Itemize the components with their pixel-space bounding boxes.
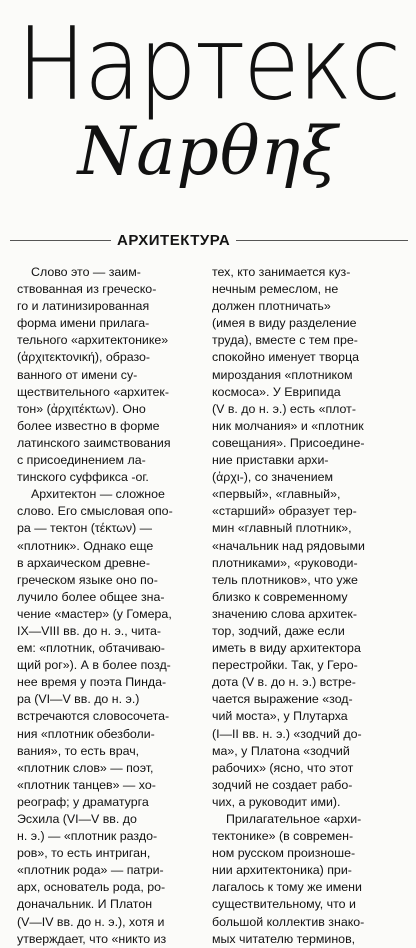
article-line: более известно в форме xyxy=(17,418,160,433)
article-line: (V в. до н. э.) есть «плот- xyxy=(212,401,356,416)
article-line: встречаются словосочета- xyxy=(17,709,170,724)
article-line: существительному, что и xyxy=(212,897,356,912)
masthead-title: Нартекс xyxy=(16,5,400,123)
article-line: близко к современному xyxy=(212,589,348,604)
article-line: в архаическом древне- xyxy=(17,555,150,570)
article-line: «первый», «главный», xyxy=(212,487,341,502)
article-column-left xyxy=(17,264,210,948)
article-line: латинского заимствования xyxy=(17,435,171,450)
article-line: Архитектон — сложное xyxy=(31,487,165,502)
article-line: мых читателю терминов, xyxy=(212,931,356,946)
article-line: чий моста», у Плутарха xyxy=(212,709,348,724)
article-line: должен плотничать» xyxy=(212,299,331,314)
article-line: доначальник. И Платон xyxy=(17,897,153,912)
article-line: греческом языке оно по- xyxy=(17,572,158,587)
article-line: нее время у поэта Пинда- xyxy=(17,675,167,690)
section-rubric: АРХИТЕКТУРА xyxy=(111,228,236,254)
article-line: нечным ремеслом, не xyxy=(212,282,339,297)
article-line: го и латинизированная xyxy=(17,299,150,314)
article-line: (V—IV вв. до н. э.), хотя и xyxy=(17,914,165,929)
article-line: «плотник танцев» — хо- xyxy=(17,777,156,792)
article-line: дота (V в. до н. э.) встре- xyxy=(212,675,356,690)
article-line: IX—VIII вв. до н. э., чита- xyxy=(17,623,162,638)
article-line: нии архитектоника) при- xyxy=(212,863,352,878)
article-line: лагалось к тому же имени xyxy=(212,880,362,895)
article-line: тектонике» (в современ- xyxy=(212,829,354,844)
masthead xyxy=(0,0,416,215)
article-line: тор, зодчий, даже если xyxy=(212,623,345,638)
article-line: перестройки. Так, у Геро- xyxy=(212,658,358,673)
article-line: ра — тектон (τέκτων) — xyxy=(17,521,153,536)
article-line: «старший» образует тер- xyxy=(212,504,357,519)
article-line: спокойно именует творца xyxy=(212,350,360,365)
article-line: тинского суффикса -ог. xyxy=(17,470,149,485)
article-line: н. э.) — «плотник раздо- xyxy=(17,829,158,844)
section-header xyxy=(10,228,408,254)
article-line: космоса». У Еврипида xyxy=(212,384,341,399)
article-line: (I—II вв. н. э.) «зодчий до- xyxy=(212,726,362,741)
article-line: (имея в виду разделение xyxy=(212,316,357,331)
article-line: иметь в виду архитектора xyxy=(212,641,361,656)
article-line: вания», то есть врач, xyxy=(17,743,140,758)
article-line: арх, основатель рода, ро- xyxy=(17,880,166,895)
article-line: щий рог»). А в более позд- xyxy=(17,658,171,673)
article-line: «плотник рода» — патри- xyxy=(17,863,164,878)
article-line: зодчий не создает рабо- xyxy=(212,777,353,792)
article-column-right xyxy=(212,264,408,948)
article-line: (ἀρχι-), со значением xyxy=(212,470,334,485)
article-line: «плотник слов» — поэт, xyxy=(17,760,154,775)
article-line: реограф; у драматурга xyxy=(17,794,149,809)
article-line: с присоединением ла- xyxy=(17,453,146,468)
article-line: тельного «архитектонике» xyxy=(17,333,169,348)
article-line: слово. Его смысловая опо- xyxy=(17,504,173,519)
article-line: ние приставки архи- xyxy=(212,453,329,468)
article-line: мироздания «плотником xyxy=(212,367,353,382)
article-line: большой коллектив знако- xyxy=(212,914,365,929)
article-line: ров», то есть интриган, xyxy=(17,846,151,861)
article-line: чается выражение «зод- xyxy=(212,692,353,707)
article-line: ванного от имени су- xyxy=(17,367,138,382)
article-line: труда), вместе с тем пре- xyxy=(212,333,358,348)
article-line: чение «мастер» (у Гомера, xyxy=(17,606,172,621)
article-line: ществительного «архитек- xyxy=(17,384,169,399)
article-line: «начальник над рядовыми xyxy=(212,538,365,553)
article-line: значению слова архитек- xyxy=(212,606,357,621)
article-line: Слово это — заим- xyxy=(31,265,141,279)
article-line: ния «плотник обезболи- xyxy=(17,726,155,741)
article-line: мин «главный плотник», xyxy=(212,521,352,536)
article-line: рабочих» (ясно, что этот xyxy=(212,760,354,775)
article-line: тон» (ἀρχιτέκτων). Оно xyxy=(17,401,146,416)
article-line: ном русском произноше- xyxy=(212,846,356,861)
article-line: лучило более общее зна- xyxy=(17,589,165,604)
article-line: тех, кто занимается куз- xyxy=(212,265,351,279)
article-line: Эсхила (VI—V вв. до xyxy=(17,812,137,826)
masthead-subtitle: Napθηξ xyxy=(77,113,339,190)
article-line: (ἀρχιτεκτονική), образо- xyxy=(17,350,151,365)
article-line: утверждает, что «никто из xyxy=(17,931,167,946)
article-line: ник молчания» и «плотник xyxy=(212,418,364,433)
article-line: «плотник». Однако еще xyxy=(17,538,154,553)
article-line: форма имени прилага- xyxy=(17,316,150,331)
article-line: тель плотников», что уже xyxy=(212,572,358,587)
article-line: Прилагательное «архи- xyxy=(226,812,362,826)
article-line: плотниками», «руководи- xyxy=(212,555,358,570)
article-line: чих, а руководит ими). xyxy=(212,794,341,809)
article-line: ма», у Платона «зодчий xyxy=(212,743,350,758)
article-line: ра (VI—V вв. до н. э.) xyxy=(17,692,140,707)
article-line: совещания». Присоедине- xyxy=(212,435,365,450)
article-line: ем: «плотник, обтачиваю- xyxy=(17,641,165,656)
article-line: ствованная из греческо- xyxy=(17,282,157,297)
